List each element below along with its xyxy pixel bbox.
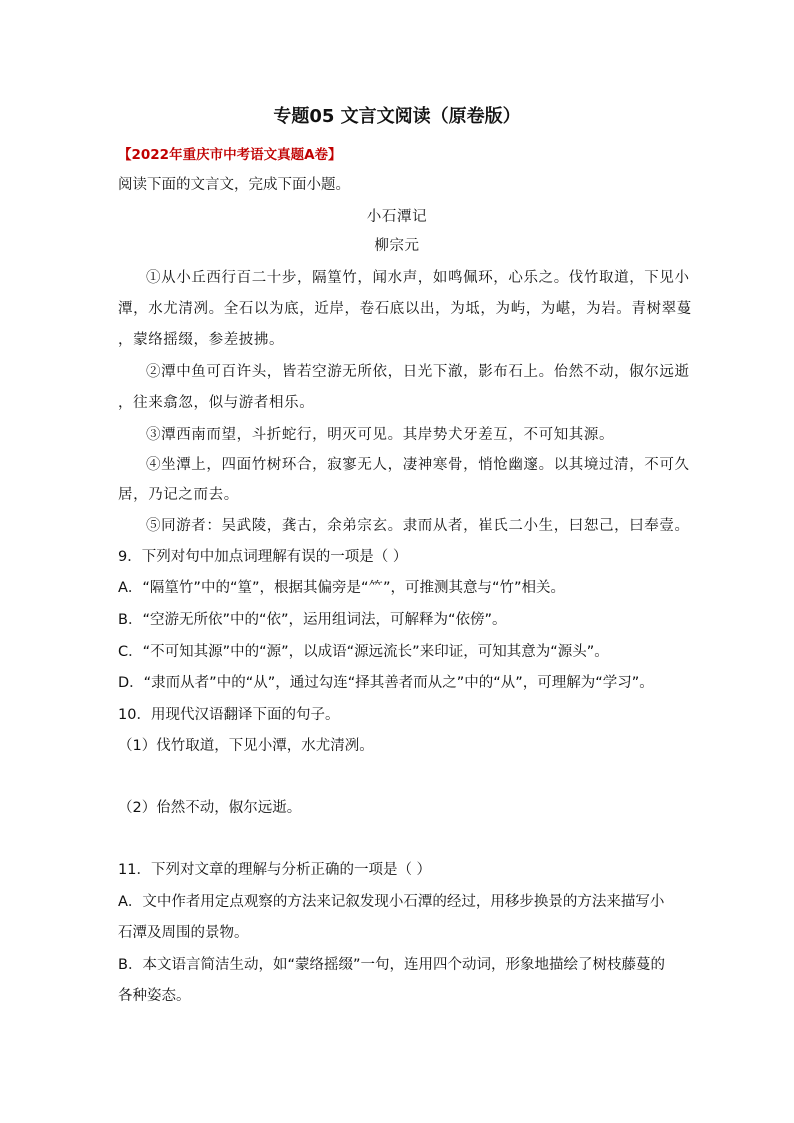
passage-line: 潭，水尤清冽。全石以为底，近岸，卷石底以出，为坻，为屿，为嵁，为岩。青树翠蔓 — [118, 301, 692, 317]
passage-author: 柳宗元 — [374, 238, 420, 254]
question-10-item-1: （1）伐竹取道，下见小潭，水尤清冽。 — [118, 738, 374, 754]
question-9-option-b: B．“空游无所依”中的“依”，运用组词法，可解释为“依傍”。 — [118, 612, 507, 628]
passage-line: ⑤同游者：吴武陵，龚古，余弟宗玄。隶而从者，崔氏二小生，曰恕己，曰奉壹。 — [146, 518, 690, 534]
source-label: 【2022年重庆市中考语文真题A卷】 — [118, 147, 342, 163]
passage-line: ，往来翕忽，似与游者相乐。 — [118, 395, 315, 411]
passage-line: ④坐潭上，四面竹树环合，寂寥无人，凄神寒骨，悄怆幽邃。以其境过清，不可久 — [146, 457, 690, 473]
question-11-stem: 11．下列对文章的理解与分析正确的一项是（ ） — [118, 862, 432, 878]
question-11-line: 石潭及周围的景物。 — [118, 925, 249, 941]
passage-title: 小石潭记 — [366, 209, 428, 225]
passage-line: ，蒙络摇缀，参差披拂。 — [118, 332, 285, 348]
passage-line: ①从小丘西行百二十步，隔篁竹，闻水声，如鸣佩环，心乐之。伐竹取道，下见小 — [146, 270, 690, 286]
document-title: 专题05 文言文阅读（原卷版） — [273, 106, 521, 127]
question-11-line: B．本文语言简洁生动，如“蒙络摇缀”一句，连用四个动词，形象地描绘了树枝藤蔓的 — [118, 957, 665, 973]
reading-instruction: 阅读下面的文言文，完成下面小题。 — [118, 177, 350, 193]
question-9-option-a: A．“隔篁竹”中的“篁”，根据其偏旁是“⺮”，可推测其意与“竹”相关。 — [118, 580, 566, 596]
question-10-item-2: （2）佁然不动，俶尔远逝。 — [118, 800, 302, 816]
question-9-stem: 9．下列对句中加点词理解有误的一项是（ ） — [118, 549, 408, 565]
question-11-line: 各种姿态。 — [118, 988, 191, 1004]
passage-line: ③潭西南而望，斗折蛇行，明灭可见。其岸势犬牙差互，不可知其源。 — [146, 427, 615, 443]
passage-line: ②潭中鱼可百许头，皆若空游无所依，日光下澈，影布石上。佁然不动，俶尔远逝 — [146, 364, 690, 380]
question-9-option-d: D．“隶而从者”中的“从”，通过勾连“择其善者而从之”中的“从”，可理解为“学习”。 — [118, 675, 654, 691]
question-10-stem: 10．用现代汉语翻译下面的句子。 — [118, 707, 340, 723]
question-9-option-c: C．“不可知其源”中的“源”，以成语“源远流长”来印证，可知其意为“源头”。 — [118, 644, 609, 660]
passage-line: 居，乃记之而去。 — [118, 487, 239, 503]
question-11-line: A．文中作者用定点观察的方法来记叙发现小石潭的经过，用移步换景的方法来描写小 — [118, 894, 665, 910]
